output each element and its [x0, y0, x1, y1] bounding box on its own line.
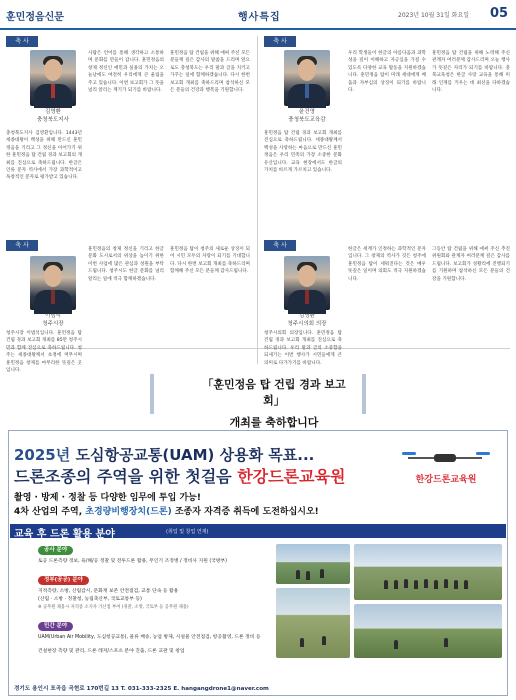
banner-line-2: 개최를 축하합니다	[229, 416, 319, 429]
photo-name: 김영환	[45, 109, 61, 115]
category-note: ※ 공무원 채용시 자격증 소지자 가산점 부여 (경찰, 소방, 국토부 등 공무원 채용)	[38, 605, 189, 610]
logo-text: 한강드론교육원	[415, 475, 477, 485]
ad-call-to-action: 4차 산업의 주역, 초경량비행장치(드론) 조종자 자격증 취득에 도전하십시오!	[14, 507, 319, 517]
column-divider	[257, 240, 258, 364]
category-badge-public: 정부(공공) 분야	[38, 576, 89, 585]
photo-name: 윤건영	[299, 109, 315, 115]
ad-description: 촬영 · 방제 · 정찰 등 다양한 임무에 투입 가능!	[14, 493, 201, 503]
article-text: 훈민정음 탑 건립을 위해 노력해 주신 관계자 여러분께 감사드리며 오늘 행사가 뜻깊은 자리가 되기를 바랍니다. 충북교육청은 한글 사랑 교육을 통해 미래 인재를 키우는 데 최선을 다하겠습니다.	[432, 51, 510, 94]
category-badge-private: 민간 분야	[38, 622, 73, 631]
photo-title: 청주시장	[42, 321, 64, 327]
article-text: 그동안 탑 건립을 위해 애써 주신 추진위원회와 관계자 여러분께 깊은 감사를 드립니다. 보고회가 성황리에 진행되기를 기원하며 참석하신 모든 분들의 건강을 기원합니다.	[432, 247, 510, 282]
ad-subheadline-brand: 한강드론교육원	[237, 467, 346, 486]
drone-icon	[434, 454, 456, 462]
training-photo	[276, 544, 350, 584]
portrait-photo	[30, 50, 76, 106]
article-text: 우리 학생들이 한글의 아름다움과 과학성을 깊이 이해하고 자긍심을 가질 수 있도록 다양한 교육 활동을 지원하겠습니다. 훈민정음 탑이 미래 세대에게 배움과 자부심의 상징이 되기를 바랍니다.	[348, 51, 426, 94]
newspaper-name: 훈민정음신문	[6, 12, 64, 23]
training-photo	[354, 604, 502, 658]
article-text: 청주시의회 의장입니다. 훈민정음 탑 건립 경과 보고회 개최를 진심으로 축하드립니다. 우리 말과 글의 소중함을 되새기는 이번 행사가 시민들에게 큰 의미로 다가가기를 바랍니다.	[264, 331, 342, 366]
banner-line-1: 「훈민정음 탑 건립 경과 보고회」	[202, 378, 346, 407]
training-photo	[276, 588, 350, 658]
category-description: 지적측량, 소방, 산림감시, 문화재 보존 안전점검, 교통 단속 등 활용	[38, 589, 179, 594]
portrait-photo	[284, 50, 330, 106]
section-title: 행사특집	[238, 12, 281, 23]
category-description: UAM(Urban Air Mobility, 도심항공교통), 물류 배송, 농업 방제, 시설물 안전점검, 항공촬영, 드론 정비 등	[38, 635, 261, 640]
category-description: (산림 · 소방 · 정찰청, 농림축산부, 국토교통부 등)	[38, 597, 142, 602]
group-photo	[354, 544, 502, 600]
photo-title: 충청북도지사	[37, 117, 69, 123]
banner-decoration-left	[150, 374, 154, 414]
photo-caption	[278, 312, 336, 328]
congratulations-banner	[200, 368, 348, 429]
ad-subheadline	[14, 464, 345, 487]
article-text: 충청북도지사 김영환입니다. 1443년 세종대왕이 백성을 위해 만드신 훈민정음을 기리고 그 정신을 이어가기 위한 훈민정음 탑 건립 경과 보고회의 개최를 진심으로 축하드립니다. 한글은 인류 문자 역사에서 가장 과학적이고 독창적인 문자로 평가받고 있습니다.	[6, 131, 82, 181]
congrats-tag: 축 사	[264, 36, 296, 47]
portrait-photo	[30, 256, 76, 310]
ad-headline-text: 도심항공교통(UAM) 상용화 목표...	[70, 446, 315, 464]
ad-subheadline-text: 드론조종의 주역을 위한 첫걸음	[14, 467, 238, 486]
congrats-tag: 축 사	[6, 240, 38, 251]
article-text: 사람은 언어를 통해 생각하고 소통하며 문화를 만들어 갑니다. 훈민정음의 창제 정신인 애민과 실용의 가치는 오늘날에도 여전히 우리에게 큰 울림을 주고 있습니다. 이번 보고회가 그 뜻을 널리 알리는 계기가 되기를 바랍니다.	[88, 51, 164, 94]
issue-date: 2023년 10월 31일 화요일	[398, 12, 470, 19]
ad-headline	[14, 444, 314, 465]
academy-logo	[396, 446, 496, 486]
ad-section-note: (취업 및 창업 연계)	[166, 529, 209, 535]
congrats-tag: 축 사	[264, 240, 296, 251]
article-text: 훈민정음 탑 건립을 위해 애써 주신 모든 분들께 깊은 감사의 말씀을 드리며 앞으로도 충청북도는 우리 말과 글을 지키고 가꾸는 일에 함께하겠습니다. 다시 한번 보고회 개최를 축하드리며 참석하신 모든 분들의 건강과 행복을 기원합니다.	[170, 51, 250, 94]
congrats-tag: 축 사	[6, 36, 38, 47]
page-header	[0, 0, 516, 30]
article-text: 훈민정음의 창제 정신을 기리고 한글문화 도시로서의 위상을 높이기 위한 이번 사업에 많은 관심과 성원을 부탁드립니다. 청주시도 한글 문화를 널리 알리는 일에 적극 함께하겠습니다.	[88, 247, 164, 282]
ad-contact-info: 경기도 용인시 포곡읍 곡현로 170번길 13 T. 031-333-2325 E. hangangdrone1@naver.com	[14, 686, 269, 692]
photo-name: 김영환	[299, 313, 315, 319]
photo-name: 이범석	[45, 313, 61, 319]
photo-title: 충청북도교육감	[288, 117, 326, 123]
photo-caption	[24, 312, 82, 328]
category-description: 토공 드론측량 정보, 육/해/공 정찰 및 전투드론 활용, 무인기 조정병 / 정비사 지원 (국방부)	[38, 559, 228, 564]
article-text: 한글은 세계가 인정하는 과학적인 문자입니다. 그 창제의 역사가 깃든 청주에 훈민정음 탑이 세워진다는 것은 매우 뜻깊은 일이며 의회도 적극 지원하겠습니다.	[348, 247, 426, 282]
ad-headline-year: 2025년	[14, 446, 71, 464]
photo-caption	[278, 108, 336, 124]
category-badge-military: 공사 분야	[38, 546, 73, 555]
page-number: 05	[490, 6, 509, 21]
training-photos	[276, 544, 502, 664]
ad-section-title: 교육 후 드론 활용 분야	[14, 529, 115, 540]
photo-title: 청주시의회 의장	[287, 321, 327, 327]
photo-caption	[24, 108, 82, 124]
banner-decoration-right	[362, 374, 366, 414]
category-description: 건설현장 측량 및 관리, 드론 레저/스포츠 분야 진출, 드론 교관 및 창업	[38, 649, 185, 654]
article-text: 청주시장 이범석입니다. 훈민정음 탑 건립 경과 보고회 개최를 85만 청주시민과 함께 진심으로 축하드립니다. 청주는 세종대왕께서 초정에 머무시며 훈민정음 창제를 마무리한 뜻깊은 곳입니다.	[6, 331, 82, 374]
article-text: 훈민정음 탑이 청주의 새로운 상징이 되어 시민 모두의 자랑이 되기를 기대합니다. 다시 한번 보고회 개최를 축하드리며 함께해 주신 모든 분들께 감사드립니다.	[170, 247, 250, 275]
portrait-photo	[284, 256, 330, 310]
article-text: 훈민정음 탑 건립 경과 보고회 개최를 진심으로 축하드립니다. 세종대왕께서 백성을 사랑하는 마음으로 만드신 훈민정음은 우리 민족의 가장 소중한 문화유산입니다. 교육 현장에서도 한글의 가치를 바르게 가르치고 있습니다.	[264, 131, 342, 174]
